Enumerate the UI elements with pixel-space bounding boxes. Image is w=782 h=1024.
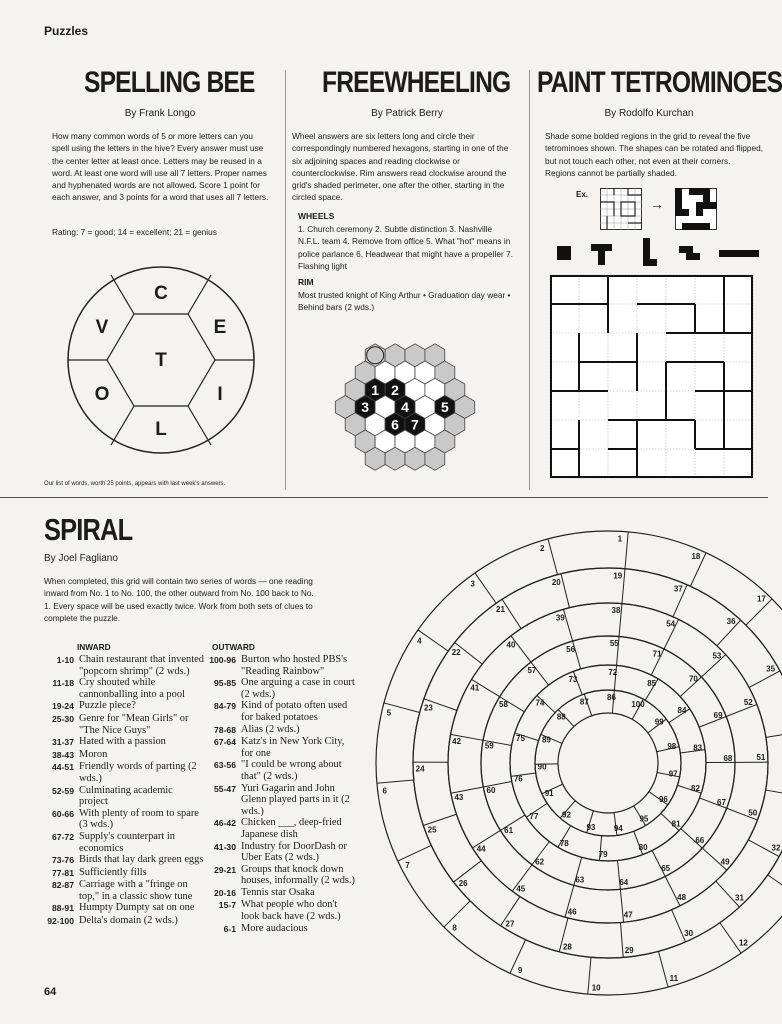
- cell-divider: [502, 599, 521, 628]
- cell-number: 39: [555, 613, 565, 623]
- wheel-number: 2: [391, 381, 399, 398]
- cell-number: 47: [623, 910, 633, 920]
- cell-divider: [720, 923, 741, 953]
- cell-number: 86: [607, 693, 616, 703]
- cell-number: 81: [671, 819, 681, 829]
- spiral-byline: By Joel Fagliano: [44, 553, 118, 564]
- page-number: 64: [44, 986, 57, 998]
- clue-row: [198, 736, 358, 759]
- clue-row: [34, 785, 204, 808]
- tetromino-puzzle-grid: [550, 275, 756, 485]
- cell-number: 93: [586, 822, 596, 832]
- cell-number: 45: [516, 884, 526, 894]
- cell-number: 64: [619, 877, 629, 887]
- cell-number: 17: [756, 594, 766, 604]
- cell-number: 25: [427, 825, 437, 835]
- wheel-number: 6: [391, 416, 399, 433]
- clue-row: [198, 887, 358, 900]
- cell-number: 59: [484, 741, 494, 751]
- clue-row: [34, 902, 204, 915]
- cell-number: 6: [382, 786, 387, 796]
- cell-number: 43: [454, 793, 464, 803]
- cell-number: 4: [417, 636, 422, 646]
- clue-row: [34, 867, 204, 880]
- clue-row: [34, 854, 204, 867]
- clue-row: [198, 783, 358, 818]
- clue-row: [198, 759, 358, 782]
- clue-number: 88-91: [52, 903, 74, 914]
- cell-number: 82: [691, 783, 700, 793]
- cell-number: 69: [713, 711, 723, 721]
- cell-number: 31: [735, 893, 744, 903]
- cell-number: 96: [658, 794, 668, 804]
- clue-row: [198, 864, 358, 887]
- cell-number: 97: [668, 769, 678, 779]
- rim-clues: Most trusted knight of King Arthur • Graduation day wear • Behind bars (2 wds.): [298, 290, 511, 313]
- clue-text: Genre for "Mean Girls" or "The Nice Guys": [79, 712, 189, 736]
- cell-number: 46: [567, 907, 577, 917]
- hive-center-letter: T: [155, 350, 167, 371]
- example-grid-solved: [675, 188, 717, 230]
- cell-divider: [766, 790, 782, 796]
- clue-row: [34, 713, 204, 736]
- clue-number: 25-30: [52, 713, 74, 724]
- cell-number: 37: [673, 584, 683, 594]
- cell-divider: [625, 532, 628, 569]
- cell-number: 94: [613, 824, 623, 834]
- clue-row: [34, 677, 204, 700]
- cell-divider: [749, 671, 780, 688]
- freewheeling-hex-grid: [330, 325, 480, 485]
- clue-number: 19-24: [52, 701, 74, 712]
- cell-number: 10: [591, 983, 601, 993]
- clue-number: 95-85: [214, 678, 236, 689]
- cell-number: 19: [613, 571, 623, 581]
- cell-number: 72: [608, 668, 618, 678]
- cell-number: 76: [513, 774, 523, 784]
- cell-number: 79: [598, 849, 608, 859]
- clue-number: 29-21: [214, 864, 236, 875]
- cell-number: 49: [720, 857, 730, 867]
- cell-number: 88: [556, 712, 566, 722]
- clue-number: 55-47: [214, 783, 236, 794]
- wheel-number: 1: [371, 381, 380, 398]
- tetrominoes-title: PAINT TETROMINOES: [537, 66, 782, 99]
- cell-number: 50: [748, 808, 758, 818]
- cell-divider: [377, 780, 414, 783]
- cell-number: 80: [638, 842, 648, 852]
- cell-number: 68: [723, 754, 733, 764]
- cell-number: 28: [562, 942, 572, 952]
- clue-number: 41-30: [214, 841, 236, 852]
- clue-number: 44-51: [52, 762, 74, 773]
- cell-number: 24: [415, 764, 425, 774]
- cell-number: 11: [669, 974, 679, 984]
- freewheeling-instructions: Wheel answers are six letters long and circle their correspondingly numbered hexagons, starting in one of the six adjoining spaces and reading clockwise or counterclockwise. Rim answers read clockwise around the grid's shaded perimeter, one after the other, starting in the circled space.: [292, 131, 509, 203]
- cell-divider: [563, 609, 572, 641]
- clue-row: [198, 899, 358, 922]
- cell-number: 57: [527, 666, 537, 676]
- cell-number: 36: [726, 616, 736, 626]
- cell-number: 40: [506, 640, 516, 650]
- cell-number: 87: [579, 697, 589, 707]
- cell-number: 95: [639, 814, 649, 824]
- clue-text: Humpty Dumpty sat on one: [79, 902, 195, 914]
- cell-number: 61: [504, 826, 514, 836]
- clue-text: More audacious: [241, 922, 308, 934]
- wheels-clues: 1. Church ceremony 2. Subtle distinction 3. Nashville N.F.L. team 4. Remove from office 5. What "hot" means in police parlance 6. Headwear that might have a propeller 7. Flashing light: [298, 224, 513, 271]
- clue-number: 38-43: [52, 749, 74, 760]
- cell-number: 48: [677, 893, 687, 903]
- cell-number: 20: [551, 578, 561, 588]
- spelling-bee-instructions: How many common words of 5 or more letters can you spell using the letters in the hive? Every answer must use the center letter at least once. Letters may be reused in a word. At least one word will use all 7 letters. Proper names and hyphenated words are not allowed. Score 1 point for each answer, and 3 points for a word that uses all 7 letters.: [52, 131, 269, 203]
- cell-number: 26: [458, 878, 468, 888]
- cell-number: 90: [537, 762, 547, 772]
- clue-text: Kind of potato often used for baked potatoes: [241, 700, 348, 723]
- hive-letter: L: [155, 419, 167, 440]
- cell-number: 35: [766, 664, 776, 674]
- cell-number: 23: [423, 703, 433, 713]
- section-divider: [0, 497, 768, 498]
- grid-background: [550, 275, 753, 478]
- cell-number: 84: [677, 706, 687, 716]
- wheel-number: 5: [440, 399, 449, 415]
- clue-number: 82-87: [52, 880, 74, 891]
- cell-number: 55: [609, 639, 619, 649]
- cell-number: 89: [541, 735, 551, 745]
- hive-letter: C: [154, 283, 168, 304]
- spelling-bee-byline: By Frank Longo: [124, 108, 196, 119]
- cell-number: 77: [529, 811, 539, 821]
- cell-number: 65: [661, 864, 671, 874]
- clue-text: Katz's in New York City, for one: [241, 736, 345, 759]
- tetromino-shapes: [555, 236, 761, 266]
- hive-letter: I: [217, 384, 223, 405]
- clue-number: 63-56: [214, 760, 236, 771]
- inward-clue-list: [34, 654, 204, 928]
- cell-divider: [620, 923, 623, 958]
- cell-number: 8: [452, 923, 457, 933]
- clue-text: Industry for DoorDash or Uber Eats (2 wds.): [241, 840, 347, 864]
- cell-number: 63: [575, 875, 585, 885]
- cell-number: 29: [624, 945, 634, 955]
- cell-number: 83: [693, 743, 703, 753]
- spiral-ring: [558, 713, 658, 813]
- wheels-heading: WHEELS: [298, 211, 335, 221]
- cell-number: 44: [476, 844, 486, 854]
- hive-letter: V: [95, 317, 109, 338]
- cell-number: 99: [654, 717, 664, 727]
- cell-number: 27: [505, 919, 515, 929]
- clue-number: 52-59: [52, 785, 74, 796]
- cell-number: 53: [712, 651, 722, 661]
- clue-number: 11-18: [52, 678, 74, 689]
- clue-text: Hated with a passion: [79, 736, 166, 748]
- clue-row: [34, 915, 204, 928]
- outward-heading: OUTWARD: [212, 642, 255, 652]
- example-arrow: →: [650, 196, 664, 212]
- cell-number: 70: [688, 674, 698, 684]
- cell-divider: [768, 875, 782, 896]
- clue-text: Tennis star Osaka: [241, 886, 315, 898]
- cell-number: 60: [486, 785, 496, 795]
- cell-number: 91: [544, 789, 554, 798]
- clue-text: Friendly words of parting (2 wds.): [79, 761, 197, 784]
- clue-text: Chicken ___, deep-fried Japanese dish: [241, 817, 342, 840]
- cell-number: 92: [562, 810, 571, 820]
- clue-row: [34, 736, 204, 749]
- clue-text: Groups that knock down houses, informally (2 wds.): [241, 863, 355, 887]
- clue-row: [34, 808, 204, 831]
- freewheeling-title: FREEWHEELING: [322, 66, 511, 99]
- spiral-title: SPIRAL: [44, 512, 133, 547]
- clue-row: [198, 677, 358, 700]
- clue-text: "I could be wrong about that" (2 wds.): [241, 759, 342, 782]
- spelling-bee-rating: Rating: 7 = good; 14 = excellent; 21 = genius: [52, 227, 217, 237]
- cell-number: 71: [652, 649, 662, 659]
- clue-number: 31-37: [52, 737, 74, 748]
- clue-text: Carriage with a "fringe on top," in a classic show tune: [79, 879, 193, 902]
- cell-number: 52: [743, 698, 753, 708]
- clue-number: 60-66: [52, 808, 74, 819]
- clue-text: Birds that lay dark green eggs: [79, 854, 204, 866]
- clue-text: With plenty of room to spare (3 wds.): [79, 807, 199, 831]
- cell-number: 78: [559, 838, 569, 848]
- rim-heading: RIM: [298, 277, 314, 287]
- cell-number: 56: [566, 645, 576, 654]
- clue-number: 73-76: [52, 855, 74, 866]
- clue-row: [34, 879, 204, 902]
- clue-row: [198, 923, 358, 936]
- freewheeling-byline: By Patrick Berry: [371, 108, 443, 119]
- cell-number: 74: [535, 698, 545, 708]
- clue-row: [198, 700, 358, 723]
- clue-number: 100-96: [209, 655, 236, 665]
- outward-clue-list: [198, 654, 358, 935]
- clue-number: 84-79: [214, 701, 236, 712]
- cell-number: 62: [535, 857, 545, 867]
- cell-divider: [475, 573, 496, 603]
- tetrominoes-byline: By Rodolfo Kurchan: [604, 108, 694, 119]
- spiral-instructions: When completed, this grid will contain two series of words — one reading inward from No. 1 to No. 100, the other outward from No. 100 back to No. 1. Every space will be used exactly twice. Work from both sets of clues to complete the puzzle.: [44, 576, 314, 623]
- example-grid-blank: [600, 188, 642, 230]
- wheel-number: 3: [361, 399, 370, 415]
- cell-number: 66: [695, 836, 705, 846]
- tetrominoes-instructions: Shade some bolded regions in the grid to reveal the five tetrominoes shown. The shapes can be rotated and flipped, but not touch each other, not even at their corners. Regions cannot be partially shaded.: [545, 131, 764, 178]
- hive-letter: E: [213, 317, 227, 338]
- clue-number: 67-72: [52, 831, 74, 842]
- cell-divider: [548, 539, 558, 575]
- cell-number: 98: [667, 741, 677, 751]
- clue-row: [34, 831, 204, 854]
- cell-divider: [561, 574, 569, 608]
- cell-number: 41: [470, 683, 480, 693]
- clue-number: 78-68: [214, 724, 236, 735]
- cell-number: 12: [738, 938, 748, 948]
- clue-row: [34, 654, 204, 677]
- clue-text: Sufficiently fills: [79, 866, 147, 878]
- cell-divider: [658, 951, 668, 987]
- cell-number: 67: [717, 797, 726, 807]
- cell-number: 18: [691, 551, 701, 561]
- example-label: Ex.: [576, 190, 589, 199]
- cell-divider: [398, 845, 432, 861]
- column-divider-2: [529, 70, 530, 490]
- cell-divider: [418, 630, 448, 651]
- clue-row: [198, 724, 358, 737]
- cell-number: 21: [496, 604, 505, 614]
- cell-number: 22: [451, 648, 461, 658]
- cell-number: 85: [647, 679, 657, 689]
- clue-number: 1-10: [56, 655, 74, 665]
- wheel-number: 4: [401, 399, 409, 415]
- spiral-grid: [372, 518, 781, 993]
- clue-text: Burton who hosted PBS's "Reading Rainbow": [241, 654, 348, 677]
- clue-number: 46-42: [214, 818, 236, 829]
- clue-row: [34, 761, 204, 784]
- cell-number: 51: [756, 752, 766, 762]
- cell-number: 1: [617, 534, 623, 544]
- cell-number: 2: [539, 543, 545, 553]
- clue-text: Puzzle piece?: [79, 700, 136, 712]
- hive-letter: O: [94, 384, 110, 405]
- clue-text: Alias (2 wds.): [241, 723, 300, 735]
- cell-number: 7: [405, 861, 410, 871]
- clue-row: [34, 700, 204, 713]
- cell-divider: [588, 957, 591, 994]
- clue-text: Delta's domain (2 wds.): [79, 915, 178, 927]
- column-divider-1: [285, 70, 286, 490]
- cell-number: 32: [771, 843, 781, 853]
- clue-number: 92-100: [47, 916, 74, 927]
- clue-row: [34, 749, 204, 762]
- clue-row: [198, 817, 358, 840]
- clue-row: [198, 841, 358, 864]
- cell-divider: [766, 732, 782, 738]
- spelling-bee-title: SPELLING BEE: [84, 66, 255, 99]
- clue-number: 15-7: [218, 900, 236, 911]
- spiral-ring: [376, 531, 782, 995]
- wheel-number: 7: [411, 416, 419, 433]
- clue-text: Culminating academic project: [79, 784, 173, 808]
- cell-number: 58: [499, 700, 508, 709]
- clue-text: What people who don't look back have (2 wds.): [241, 899, 341, 923]
- cell-number: 100: [631, 700, 645, 710]
- clue-row: [198, 654, 358, 677]
- clue-text: Chain restaurant that invented "popcorn shrimp" (2 wds.): [79, 654, 204, 677]
- cell-number: 42: [452, 736, 462, 746]
- cell-divider: [444, 901, 470, 927]
- cell-divider: [622, 569, 625, 604]
- clue-number: 20-16: [214, 887, 236, 898]
- inward-heading: INWARD: [77, 642, 111, 652]
- cell-number: 9: [517, 966, 523, 976]
- cell-number: 75: [516, 734, 525, 744]
- spelling-bee-hive: [66, 265, 256, 455]
- clue-text: One arguing a case in court (2 wds.): [241, 677, 355, 700]
- cell-number: 38: [611, 606, 621, 616]
- clue-text: Supply's counterpart in economics: [79, 830, 175, 854]
- section-label: Puzzles: [44, 24, 89, 38]
- clue-text: Moron: [79, 748, 108, 760]
- spelling-bee-footer: Our list of words, worth 25 points, appears with last week's answers.: [44, 481, 226, 487]
- clue-number: 67-64: [214, 737, 236, 748]
- clue-text: Cry shouted while cannonballing into a pool: [79, 677, 185, 700]
- cell-divider: [423, 814, 456, 825]
- clue-text: Yuri Gagarin and John Glenn played parts in it (2 wds.): [241, 782, 350, 817]
- cell-number: 73: [568, 675, 578, 685]
- clue-number: 6-1: [223, 923, 236, 934]
- clue-number: 77-81: [52, 867, 74, 878]
- cell-number: 3: [470, 579, 475, 589]
- cell-number: 5: [386, 708, 392, 718]
- cell-number: 54: [666, 619, 676, 629]
- cell-number: 30: [684, 928, 694, 938]
